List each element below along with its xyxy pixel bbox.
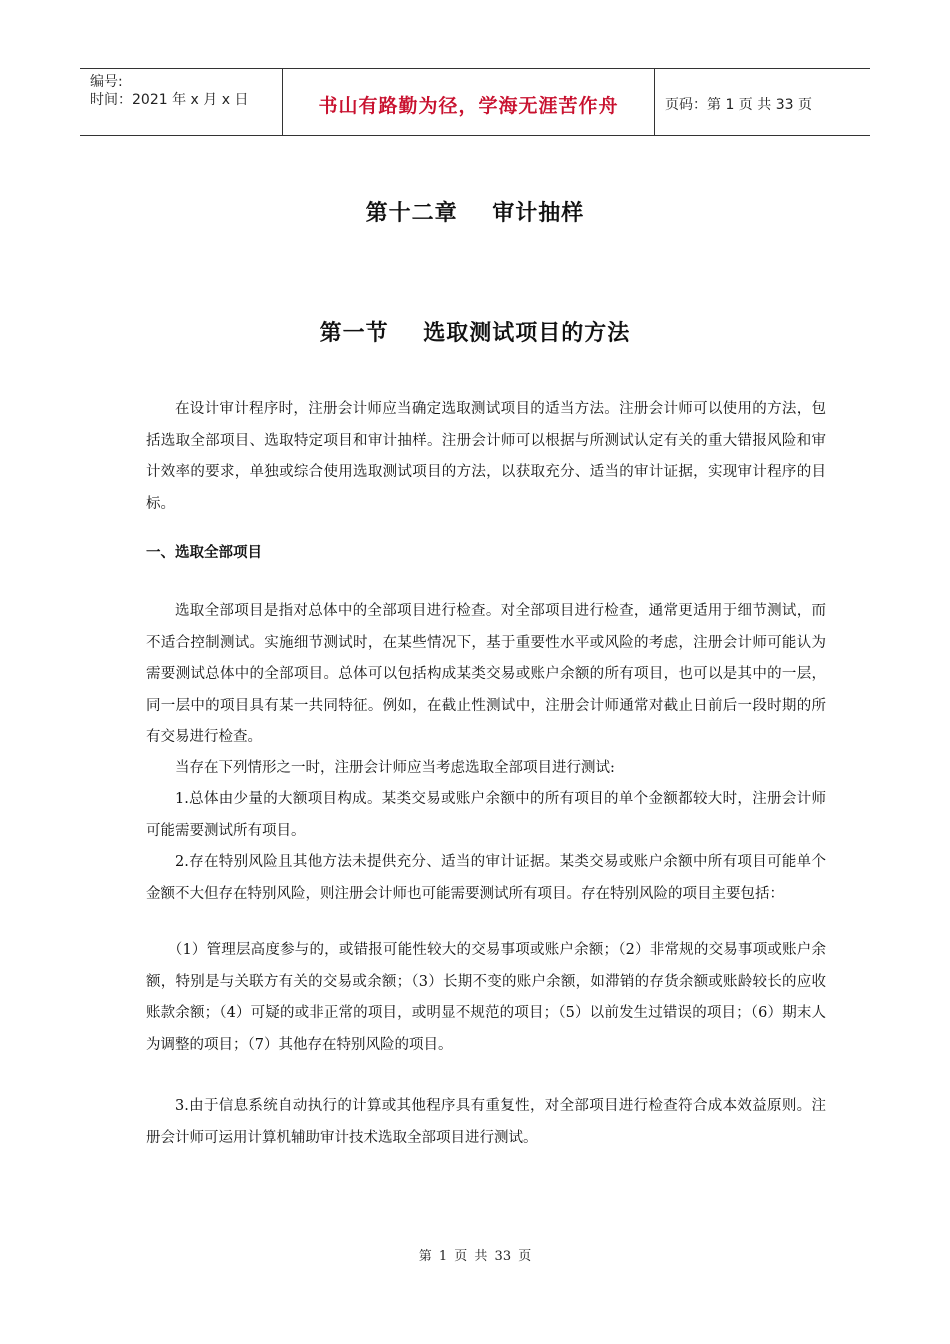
page-footer: 第 1 页 共 33 页 xyxy=(418,1249,532,1264)
list-item-paragraph: 3.由于信息系统自动执行的计算或其他程序具有重复性，对全部项目进行检查符合成本效益原则。注册会计师可运用计算机辅助审计技术选取全部项目进行测试。 xyxy=(146,1098,826,1146)
list-item-paragraph: （1）管理层高度参与的，或错报可能性较大的交易事项或账户余额；（2）非常规的交易事项或账户余额，特别是与关联方有关的交易或余额；（3）长期不变的账户余额，如滞销的存货余额或账龄较长的应收账款余额；（4）可疑的或非正常的项目，或明显不规范的项目；（5）以前发生过错误的项目；（6）期末人为调整的项目；（7）其他存在特别风险的项目。 xyxy=(146,942,826,1053)
intro-paragraph: 在设计审计程序时，注册会计师应当确定选取测试项目的适当方法。注册会计师可以使用的方法，包括选取全部项目、选取特定项目和审计抽样。注册会计师可以根据与所测试认定有关的重大错报风险和审计效率的要求，单独或综合使用选取测试项目的方法，以获取充分、适当的审计证据，实现审计程序的目标。 xyxy=(146,401,826,512)
chapter-title: 第十二章 审计抽样 xyxy=(365,201,585,226)
document-number-label: 编号: xyxy=(90,74,123,90)
section-title: 第一节 选取测试项目的方法 xyxy=(319,321,631,346)
list-item-paragraph: 1.总体由少量的大额项目构成。某类交易或账户余额中的所有项目的单个金额都较大时，注册会计师可能需要测试所有项目。 xyxy=(146,791,826,839)
header-meta xyxy=(80,69,282,135)
header-motto: 书山有路勤为径，学海无涯苦作舟 xyxy=(282,69,655,135)
body-paragraph: 选取全部项目是指对总体中的全部项目进行检查。对全部项目进行检查，通常更适用于细节测试，而不适合控制测试。实施细节测试时，在某些情况下，基于重要性水平或风险的考虑，注册会计师可能认为需要测试总体中的全部项目。总体可以包括构成某类交易或账户余额的所有项目，也可以是其中的一层，同一层中的项目具有某一共同特征。例如，在截止性测试中，注册会计师通常对截止日前后一段时期的所有交易进行检查。 xyxy=(146,603,826,745)
subheading-select-all-items: 一、选取全部项目 xyxy=(146,545,262,561)
document-header xyxy=(80,68,870,136)
list-item-paragraph: 2.存在特别风险且其他方法未提供充分、适当的审计证据。某类交易或账户余额中所有项目可能单个金额不大但存在特别风险，则注册会计师也可能需要测试所有项目。存在特别风险的项目主要包括： xyxy=(146,854,826,902)
header-page-info: 页码：第 1 页 共 33 页 xyxy=(665,97,812,113)
body-paragraph: 当存在下列情形之一时，注册会计师应当考虑选取全部项目进行测试: xyxy=(175,760,615,776)
document-time-label: 时间：2021 年 x 月 x 日 xyxy=(90,92,249,108)
